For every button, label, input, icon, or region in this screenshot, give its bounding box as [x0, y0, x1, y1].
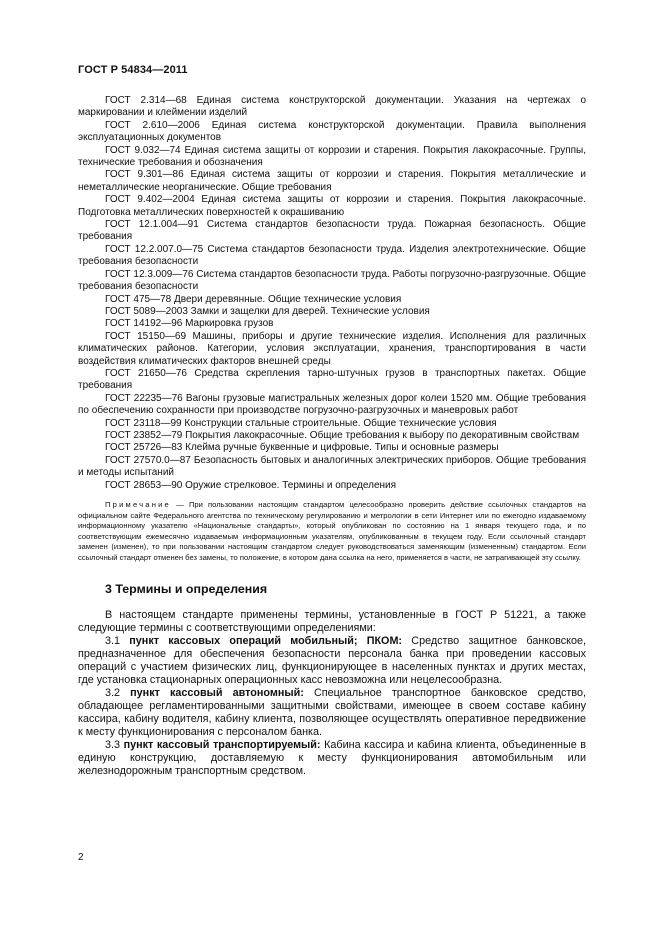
reference-item: ГОСТ 15150—69 Машины, приборы и другие технические изделия. Исполнения для различных климатических районов. Категории, условия эксплуатации, хранения, транспортирования в части воздействия климатических факторов внешней среды [78, 330, 586, 367]
term-definition: Кабина кассира и кабина клиента, объединенные в единую конструкцию, доставляемую к месту функционирования автомобильным или железнодорожным транспортным средством. [78, 738, 587, 777]
term-name: пункт кассовых операций мобильный; ПКОМ: [129, 634, 403, 647]
reference-item: ГОСТ 27570.0—87 Безопасность бытовых и аналогичных электрических приборов. Общие требования и методы испытаний [78, 454, 586, 479]
reference-item: ГОСТ 12.1.004—91 Система стандартов безопасности труда. Пожарная безопасность. Общие требования [78, 219, 586, 243]
reference-item: ГОСТ 12.2.007.0—75 Система стандартов безопасности труда. Изделия электротехнические. Общие требования безопасности [78, 243, 586, 268]
term-definition: Специальное транспортное банковское средство, обладающее регламентированными защитными свойствами, имеющее в своем составе кабину кассира, кабину водителя, кабину клиента, позволяющее осуществлять оперативное передвижение к месту функционирования с персоналом банка. [78, 686, 586, 738]
reference-item: ГОСТ 25726—83 Клейма ручные буквенные и цифровые. Типы и основные размеры [105, 442, 499, 454]
reference-item: ГОСТ 28653—90 Оружие стрелковое. Термины и определения [105, 479, 397, 491]
term-number: 3.2 [105, 686, 121, 699]
section-3-title: 3 Термины и определения [105, 581, 268, 596]
reference-item: ГОСТ 5089—2003 Замки и защелки для дверей. Технические условия [105, 305, 430, 317]
page-number: 2 [78, 852, 84, 863]
reference-item: ГОСТ 9.402—2004 Единая система защиты от коррозии и старения. Покрытия лакокрасочные. Подготовка металлических поверхностей к окрашиванию [78, 194, 586, 218]
normative-references-list [78, 95, 586, 492]
reference-item: ГОСТ 2.610—2006 Единая система конструкторской документации. Правила выполнения эксплуатационных документов [78, 119, 586, 144]
reference-item: ГОСТ 21650—76 Средства скрепления тарно-штучных грузов в транспортных пакетах. Общие требования [78, 367, 586, 392]
term-number: 3.1 [105, 634, 121, 647]
note-text: — При пользовании настоящим стандартом целесообразно проверить действие ссылочных стандартов на официальном сайте Федерального агентства по техническому регулированию и метрологии в сети Интернет или по ежегодно издаваемому информационному указателю «Национальные стандарты», который опубликован по состоянию на 1 января текущего года, и по соответствующим ежемесячно издаваемым информационным указателям, опубликованным в текущем году. Если ссылочный стандарт заменен (изменен), то при пользовании настоящим стандартом следует руководствоваться заменяющим (измененным) стандартом. Если ссылочный стандарт отменен без замены, то положение, в котором дана ссылка на него, применяется в части, не затрагивающей эту ссылку. [78, 500, 586, 562]
reference-item: ГОСТ 9.301—86 Единая система защиты от коррозии и старения. Покрытия металлические и неметаллические неорганические. Общие требования [78, 169, 586, 193]
section-3-intro: В настоящем стандарте применены термины, установленные в ГОСТ Р 51221, а также следующие термины с соответствующими определениями: [78, 608, 586, 634]
note-label: Примечание [105, 500, 171, 509]
term-definition: Средство защитное банковское, предназначенное для обеспечения безопасности персонала банка при проведении кассовых операций с участием физических лиц, функционирующее в населенных пунктах и других местах, где установка стационарных операционных касс невозможна или нецелесообразна. [78, 634, 586, 686]
reference-item: ГОСТ 12.3.009—76 Система стандартов безопасности труда. Работы погрузочно-разгрузочные. Общие требования безопасности [78, 268, 586, 293]
term-3-2 [78, 687, 586, 739]
references-note [78, 500, 586, 564]
term-name: пункт кассовый автономный: [130, 686, 304, 699]
reference-item: ГОСТ 475—78 Двери деревянные. Общие технические условия [105, 293, 402, 305]
reference-item: ГОСТ 23852—79 Покрытия лакокрасочные. Общие требования к выбору по декоративным свойствам [105, 429, 580, 441]
document-header-code: ГОСТ Р 54834—2011 [78, 64, 188, 76]
reference-item: ГОСТ 2.314—68 Единая система конструкторской документации. Указания на чертежах о маркировании и клеймении изделий [78, 95, 586, 119]
term-name: пункт кассовый транспортируемый: [123, 738, 321, 751]
reference-item: ГОСТ 23118—99 Конструкции стальные строительные. Общие технические условия [105, 417, 497, 429]
reference-item: ГОСТ 9.032—74 Единая система защиты от коррозии и старения. Покрытия лакокрасочные. Группы, технические требования и обозначения [78, 144, 586, 169]
reference-item: ГОСТ 22235—76 Вагоны грузовые магистральных железных дорог колеи 1520 мм. Общие требования по обеспечению сохранности при производстве погрузочно-разгрузочных и маневровых работ [78, 392, 586, 417]
reference-item: ГОСТ 14192—96 Маркировка грузов [105, 318, 274, 330]
term-number: 3.3 [105, 738, 121, 751]
page-content [78, 95, 586, 778]
term-3-1 [78, 635, 586, 687]
term-3-3 [78, 739, 586, 778]
